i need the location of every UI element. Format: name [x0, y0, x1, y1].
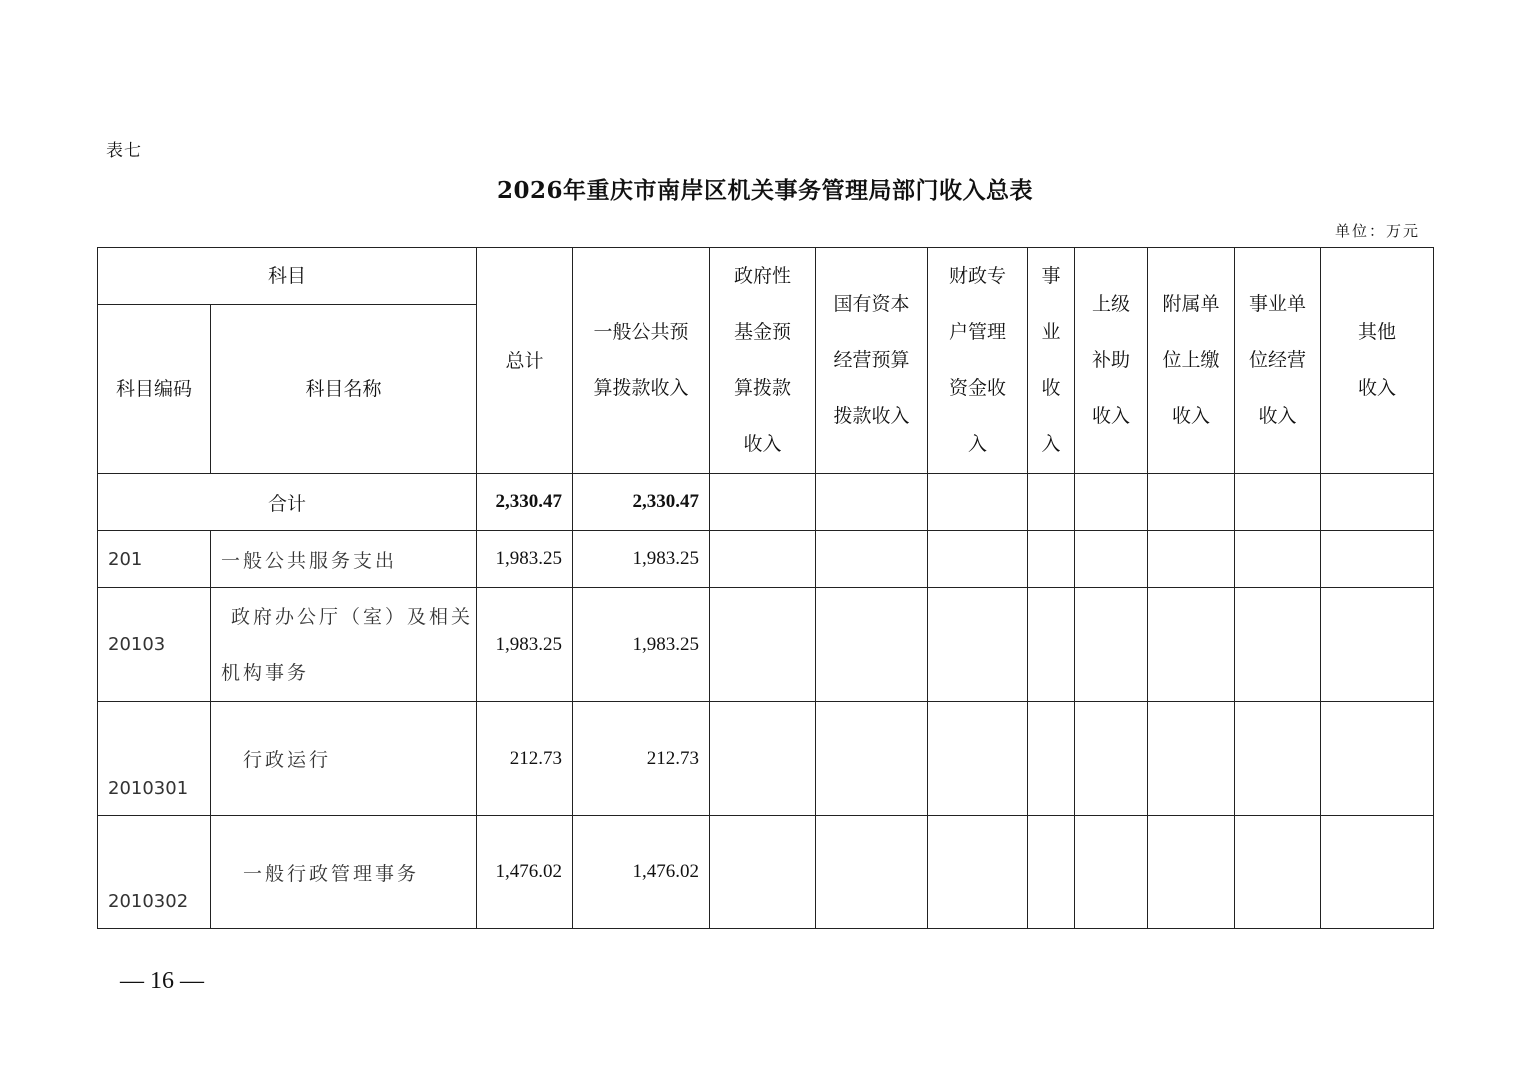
subject-code: 201	[98, 531, 211, 588]
header-line: 收入	[1092, 405, 1131, 427]
sum-label: 合计	[98, 474, 477, 531]
table-row	[98, 531, 1434, 588]
subject-name-line: 行政运行	[243, 749, 332, 771]
row-total: 1,476.02	[477, 816, 573, 929]
sum-total: 2,330.47	[477, 474, 573, 531]
header-line: 业	[1041, 321, 1061, 343]
empty-cell	[1235, 531, 1321, 588]
header-subject: 科目	[98, 248, 477, 305]
header-other	[1321, 248, 1434, 474]
row-total: 1,983.25	[477, 588, 573, 702]
header-line: 收	[1041, 377, 1061, 399]
header-subject-code: 科目编码	[98, 305, 211, 474]
empty-cell	[1321, 702, 1434, 816]
row-general-budget: 1,983.25	[573, 588, 710, 702]
header-general-budget	[573, 248, 710, 474]
subject-name-line: 一般行政管理事务	[243, 862, 420, 885]
header-fiscal-account	[928, 248, 1028, 474]
empty-cell	[816, 474, 928, 531]
empty-cell	[710, 702, 816, 816]
header-line: 事业单	[1249, 293, 1307, 315]
row-general-budget: 1,476.02	[573, 816, 710, 929]
subject-name-line: 一般公共服务支出	[221, 549, 398, 572]
header-line: 收入	[1358, 377, 1397, 399]
header-line: 附属单	[1162, 293, 1220, 315]
header-line: 其他	[1358, 321, 1397, 343]
table-row	[98, 816, 1434, 929]
header-line: 资金收	[949, 377, 1007, 399]
empty-cell	[710, 816, 816, 929]
empty-cell	[1075, 588, 1148, 702]
subject-code: 2010302	[98, 816, 211, 929]
header-line: 国有资本	[833, 293, 910, 315]
table-row	[98, 702, 1434, 816]
empty-cell	[1148, 474, 1235, 531]
empty-cell	[710, 588, 816, 702]
header-line: 入	[1041, 433, 1061, 455]
empty-cell	[928, 702, 1028, 816]
subject-name-line: 政府办公厅（室）及相关	[231, 605, 474, 628]
header-line: 政府性	[734, 265, 792, 287]
header-line: 收入	[743, 433, 782, 455]
header-total: 总计	[477, 248, 573, 474]
income-table	[97, 247, 1434, 929]
empty-cell	[1075, 702, 1148, 816]
empty-cell	[1321, 816, 1434, 929]
empty-cell	[710, 474, 816, 531]
header-line: 拨款收入	[833, 405, 910, 427]
empty-cell	[928, 816, 1028, 929]
header-line: 基金预	[734, 321, 792, 343]
header-line: 算拨款收入	[593, 377, 689, 399]
empty-cell	[816, 531, 928, 588]
empty-cell	[1321, 474, 1434, 531]
empty-cell	[1321, 588, 1434, 702]
header-line: 财政专	[949, 265, 1007, 287]
header-line: 经营预算	[833, 349, 910, 371]
sum-row	[98, 474, 1434, 531]
empty-cell	[1148, 702, 1235, 816]
empty-cell	[1028, 816, 1075, 929]
header-line: 算拨款	[734, 377, 792, 399]
empty-cell	[1235, 588, 1321, 702]
row-total: 212.73	[477, 702, 573, 816]
subject-code: 20103	[98, 588, 211, 702]
header-subject-name: 科目名称	[211, 305, 477, 474]
header-superior-subsidy	[1075, 248, 1148, 474]
empty-cell	[1028, 474, 1075, 531]
header-line: 一般公共预	[593, 321, 689, 343]
empty-cell	[928, 531, 1028, 588]
empty-cell	[1148, 588, 1235, 702]
header-operating	[1235, 248, 1321, 474]
subject-name	[211, 816, 477, 929]
empty-cell	[1235, 816, 1321, 929]
empty-cell	[1075, 474, 1148, 531]
header-gov-fund	[710, 248, 816, 474]
row-general-budget: 212.73	[573, 702, 710, 816]
empty-cell	[710, 531, 816, 588]
row-general-budget: 1,983.25	[573, 531, 710, 588]
unit-label: 单位：万元	[1334, 222, 1420, 240]
header-affiliated	[1148, 248, 1235, 474]
empty-cell	[928, 474, 1028, 531]
subject-name	[211, 702, 477, 816]
empty-cell	[1075, 531, 1148, 588]
header-line: 位经营	[1249, 349, 1307, 371]
page-number: — 16 —	[120, 968, 204, 994]
page-title: 2026年重庆市南岸区机关事务管理局部门收入总表	[496, 177, 1033, 204]
empty-cell	[816, 588, 928, 702]
empty-cell	[928, 588, 1028, 702]
table-label: 表七	[106, 141, 142, 161]
table-row	[98, 588, 1434, 702]
header-line: 入	[968, 433, 988, 455]
header-line: 补助	[1092, 349, 1131, 371]
subject-name-line: 机构事务	[221, 661, 310, 684]
header-line: 收入	[1172, 405, 1211, 427]
empty-cell	[1028, 588, 1075, 702]
sum-general-budget: 2,330.47	[573, 474, 710, 531]
header-line: 户管理	[949, 321, 1007, 343]
header-line: 事	[1041, 265, 1061, 287]
empty-cell	[1075, 816, 1148, 929]
empty-cell	[816, 816, 928, 929]
subject-code: 2010301	[98, 702, 211, 816]
empty-cell	[1028, 531, 1075, 588]
subject-name	[211, 531, 477, 588]
header-line: 收入	[1258, 405, 1297, 427]
empty-cell	[1028, 702, 1075, 816]
empty-cell	[1321, 531, 1434, 588]
header-line: 位上缴	[1162, 349, 1220, 371]
empty-cell	[1235, 702, 1321, 816]
empty-cell	[1235, 474, 1321, 531]
header-line: 上级	[1092, 293, 1131, 315]
header-business-income	[1028, 248, 1075, 474]
header-row	[98, 248, 1434, 305]
subject-name	[211, 588, 477, 702]
header-state-capital	[816, 248, 928, 474]
empty-cell	[816, 702, 928, 816]
row-total: 1,983.25	[477, 531, 573, 588]
empty-cell	[1148, 531, 1235, 588]
empty-cell	[1148, 816, 1235, 929]
